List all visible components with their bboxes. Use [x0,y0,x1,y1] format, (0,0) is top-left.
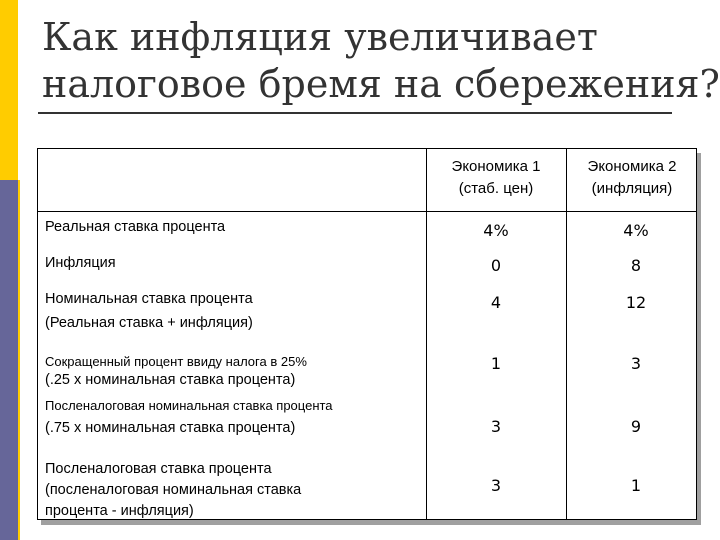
header-economy-2-subtitle: (инфляция) [591,180,673,197]
row-label-inflation: Инфляция [45,255,116,271]
row-nominal-rate-e2: 12 [625,293,647,312]
row-after-tax-nominal-formula: (.75 x номинальная ставка процента) [45,420,296,436]
header-economy-2-title: Экономика 2 [587,158,677,175]
accent-bar-purple [0,180,18,540]
header-economy-1-title: Экономика 1 [451,158,541,175]
row-label-nominal-rate [45,289,253,334]
row-after-tax-nominal-e2: 9 [630,417,642,436]
row-inflation-e2: 8 [630,256,642,275]
row-label-after-tax-real [45,459,301,522]
row-label-tax-reduction [45,353,307,391]
row-after-tax-real-formula-2: процента - инфляция) [45,503,194,519]
slide-title-line2: налоговое бремя на сбережения? [42,62,720,106]
row-after-tax-real-e1: 3 [490,476,502,495]
header-divider [38,211,696,212]
row-label-real-rate: Реальная ставка процента [45,219,226,235]
row-nominal-rate-e1: 4 [490,293,502,312]
row-tax-reduction-e1: 1 [490,354,502,373]
accent-stripe [18,180,20,540]
header-economy-1 [426,156,566,200]
accent-bar-yellow [0,0,18,180]
row-tax-reduction-e2: 3 [630,354,642,373]
slide-title [42,14,720,108]
slide-title-line1: Как инфляция увеличивает [42,15,598,59]
column-divider-2 [566,149,567,519]
row-after-tax-nominal-title: Посленалоговая номинальная ставка процента [45,398,333,413]
row-tax-reduction-formula: (.25 x номинальная ставка процента) [45,372,296,388]
row-after-tax-real-title: Посленалоговая ставка процента [45,461,272,477]
row-real-rate-e1: 4% [483,221,509,240]
row-nominal-rate-formula: (Реальная ставка + инфляция) [45,315,253,331]
header-economy-2 [566,156,698,200]
title-underline [38,112,672,114]
row-nominal-rate-title: Номинальная ставка процента [45,291,253,307]
column-divider-1 [426,149,427,519]
row-after-tax-nominal-e1: 3 [490,417,502,436]
inflation-tax-table [37,148,697,520]
row-real-rate-e2: 4% [623,221,649,240]
row-tax-reduction-title: Сокращенный процент ввиду налога в 25% [45,354,307,369]
header-economy-1-subtitle: (стаб. цен) [458,180,534,197]
row-after-tax-real-e2: 1 [630,476,642,495]
row-inflation-e1: 0 [490,256,502,275]
row-label-after-tax-nominal [45,397,333,439]
row-after-tax-real-formula-1: (посленалоговая номинальная ставка [45,482,302,498]
